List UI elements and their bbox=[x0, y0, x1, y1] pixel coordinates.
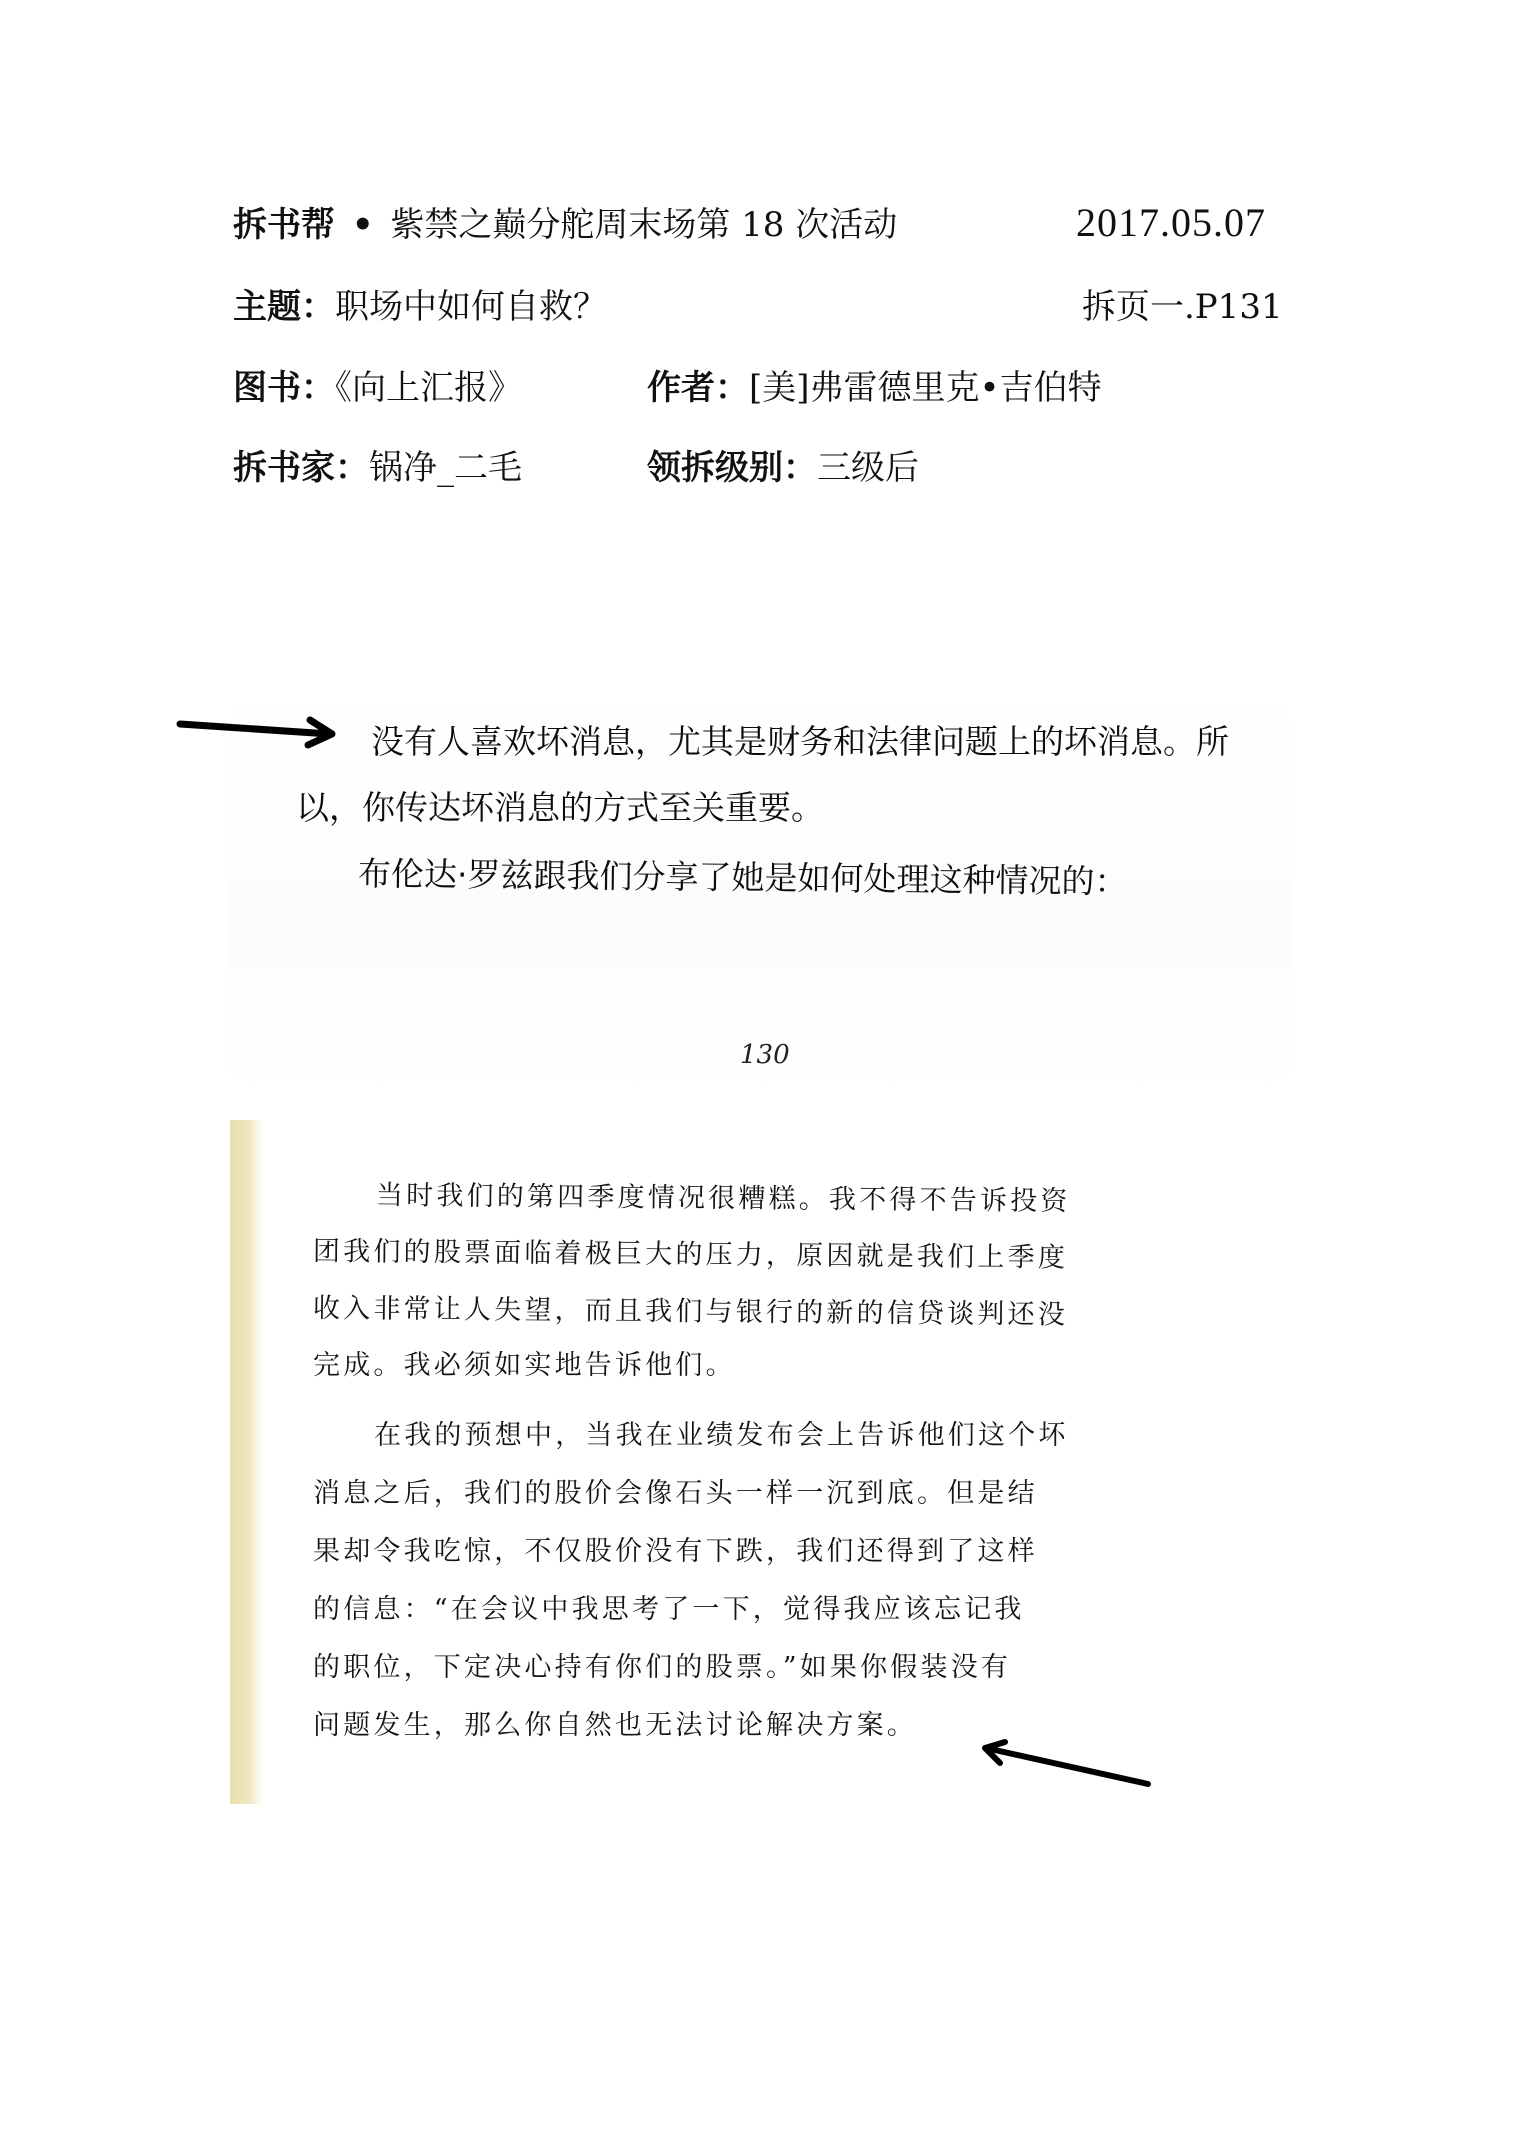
presenter-line bbox=[233, 446, 522, 490]
topic-line bbox=[233, 285, 607, 329]
excerpt-bottom-line-8: 的信息：“在会议中我思考了一下，觉得我应该忘记我 bbox=[313, 1594, 1025, 1625]
author-label: 作者： bbox=[647, 368, 749, 408]
event-date: 2017.05.07 bbox=[1076, 200, 1266, 245]
page-reference-text: 拆页一.P131 bbox=[1082, 287, 1283, 327]
excerpt-bottom-line-1: 当时我们的第四季度情况很糟糕。我不得不告诉投资 bbox=[375, 1180, 1071, 1218]
page-reference bbox=[1082, 285, 1283, 329]
level-line bbox=[647, 446, 919, 490]
event-name: 紫禁之巅分舵周末场第 18 次活动 bbox=[390, 205, 898, 245]
level-label: 领拆级别： bbox=[647, 448, 817, 488]
org-name: 拆书帮 bbox=[233, 205, 335, 245]
excerpt-top-line-2: 以，你传达坏消息的方式至关重要。 bbox=[296, 788, 824, 827]
excerpt-bottom-line-9: 的职位，下定决心持有你们的股票。”如果你假装没有 bbox=[313, 1652, 1012, 1683]
excerpt-top-line-3: 布伦达·罗兹跟我们分享了她是如何处理这种情况的： bbox=[357, 853, 1128, 902]
presenter-label: 拆书家： bbox=[233, 448, 369, 488]
author-name: [美]弗雷德里克•吉伯特 bbox=[749, 368, 1102, 408]
excerpt-bottom-line-2: 团我们的股票面临着极巨大的压力，原因就是我们上季度 bbox=[312, 1236, 1069, 1274]
author-line bbox=[647, 366, 1102, 410]
topic-label: 主题： bbox=[233, 287, 335, 327]
book-title: 《向上汇报》 bbox=[335, 368, 522, 408]
topic-value: 职场中如何自救？ bbox=[335, 287, 607, 327]
excerpt-bottom-line-5: 在我的预想中，当我在业绩发布会上告诉他们这个坏 bbox=[374, 1420, 1069, 1451]
event-title-line bbox=[233, 203, 897, 247]
excerpt-bottom-line-6: 消息之后，我们的股价会像石头一样一沉到底。但是结 bbox=[313, 1478, 1038, 1509]
bullet-separator: • bbox=[351, 205, 374, 245]
excerpt-bottom-line-4: 完成。我必须如实地告诉他们。 bbox=[313, 1350, 736, 1381]
excerpt-bottom-line-7: 果却令我吃惊，不仅股价没有下跌，我们还得到了这样 bbox=[313, 1536, 1038, 1567]
level-value: 三级后 bbox=[817, 448, 919, 488]
excerpt-bottom-line-3: 收入非常让人失望，而且我们与银行的新的信贷谈判还没 bbox=[312, 1293, 1069, 1331]
book-page-edge bbox=[230, 1120, 264, 1804]
excerpt-top-line-1: 没有人喜欢坏消息，尤其是财务和法律问题上的坏消息。所 bbox=[371, 722, 1229, 761]
page-number: 130 bbox=[740, 1040, 790, 1070]
scanned-excerpt-bottom bbox=[230, 1120, 1150, 1804]
excerpt-bottom-line-10: 问题发生，那么你自然也无法讨论解决方案。 bbox=[313, 1710, 917, 1741]
book-label: 图书： bbox=[233, 368, 335, 408]
presenter-name: 锅净_二毛 bbox=[369, 448, 522, 488]
book-line bbox=[233, 366, 522, 410]
